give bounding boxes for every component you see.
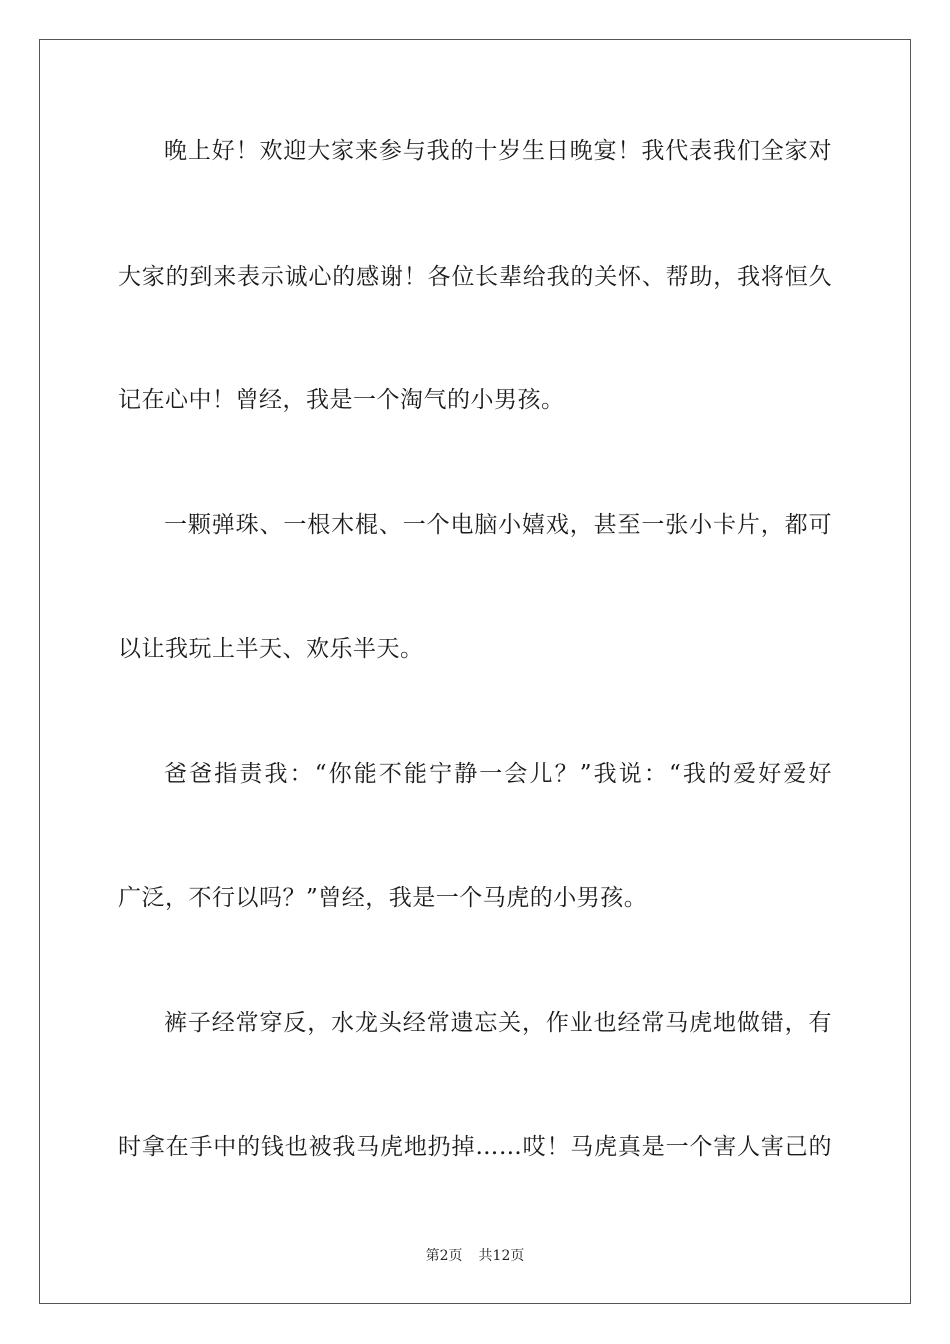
- page-footer: [0, 1247, 950, 1265]
- page-total: 共12页: [478, 1248, 525, 1264]
- paragraph-1-line-1: 晚上好！欢迎大家来参与我的十岁生日晚宴！我代表我们全家对: [164, 138, 832, 164]
- paragraph-4-line-1: 裤子经常穿反，水龙头经常遗忘关，作业也经常马虎地做错，有: [164, 1010, 832, 1036]
- page-number: 第2页: [425, 1248, 463, 1264]
- paragraph-2-line-1: 一颗弹珠、一根木棍、一个电脑小嬉戏，甚至一张小卡片，都可: [164, 512, 832, 538]
- paragraph-1-line-3: 记在心中！曾经，我是一个淘气的小男孩。: [118, 387, 565, 413]
- paragraph-3-line-1: 爸爸指责我：“你能不能宁静一会儿？”我说：“我的爱好爱好: [164, 761, 832, 787]
- paragraph-1-line-2: 大家的到来表示诚心的感谢！各位长辈给我的关怀、帮助，我将恒久: [118, 264, 832, 290]
- paragraph-3-line-2: 广泛，不行以吗？”曾经，我是一个马虎的小男孩。: [118, 885, 648, 911]
- paragraph-2-line-2: 以让我玩上半天、欢乐半天。: [118, 636, 424, 662]
- page-border: [39, 39, 911, 1304]
- paragraph-4-line-2: 时拿在手中的钱也被我马虎地扔掉……哎！马虎真是一个害人害己的: [118, 1134, 832, 1160]
